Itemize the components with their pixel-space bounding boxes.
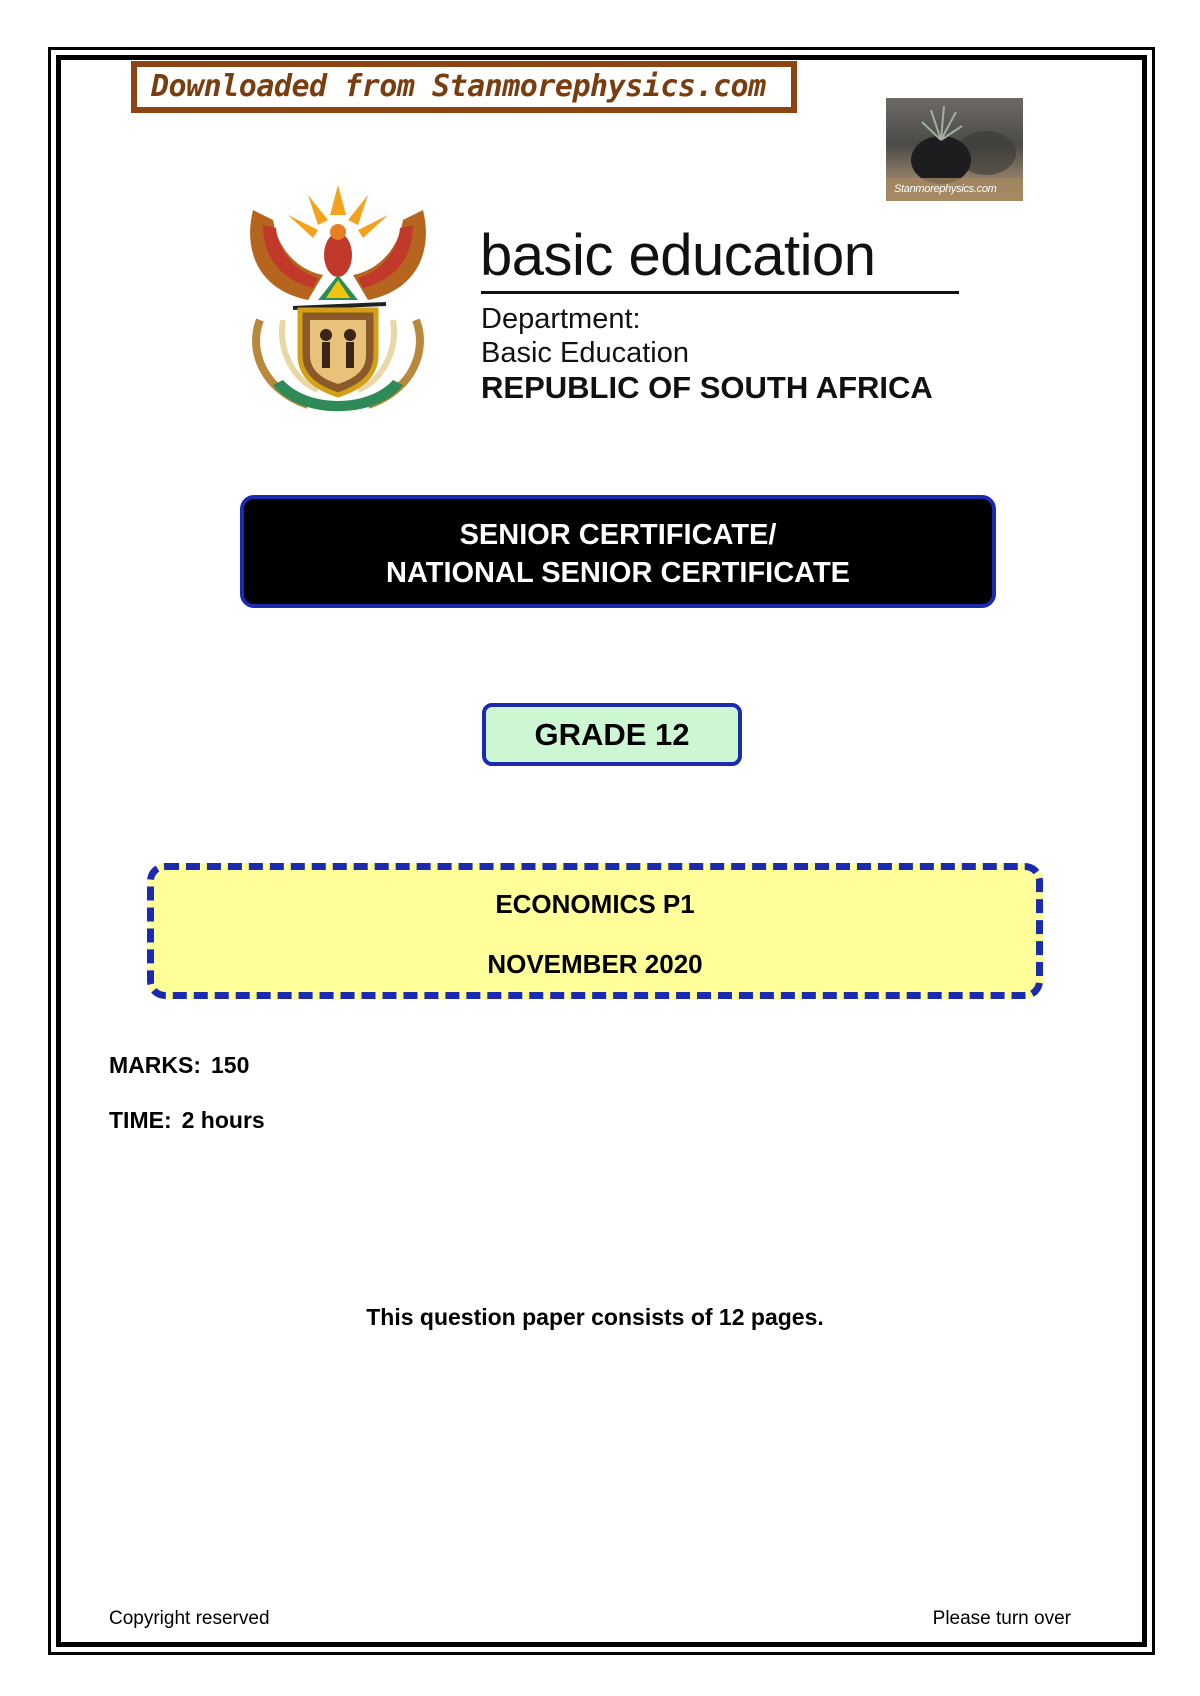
marks-value: 150 bbox=[211, 1052, 250, 1078]
download-banner bbox=[131, 61, 797, 113]
department-label: Department: bbox=[481, 303, 641, 335]
department-name: Basic Education bbox=[481, 337, 689, 369]
page-count-text: This question paper consists of 12 pages. bbox=[366, 1304, 824, 1330]
subject-name: ECONOMICS P1 bbox=[495, 889, 695, 919]
certificate-line-1: SENIOR CERTIFICATE/ bbox=[459, 519, 777, 551]
brand-title: basic education bbox=[480, 223, 876, 288]
subject-box bbox=[147, 863, 1043, 999]
coat-of-arms bbox=[238, 180, 438, 425]
marks-info bbox=[109, 1052, 249, 1079]
country-name: REPUBLIC OF SOUTH AFRICA bbox=[481, 370, 933, 405]
download-banner-text: Downloaded from Stanmorephysics.com bbox=[151, 69, 766, 104]
marks-label: MARKS: bbox=[109, 1052, 201, 1078]
copyright-footer: Copyright reserved bbox=[109, 1608, 270, 1629]
exam-session: NOVEMBER 2020 bbox=[487, 949, 703, 979]
grade-badge: GRADE 12 bbox=[482, 703, 742, 766]
page-count-note bbox=[0, 1304, 1200, 1331]
time-label: TIME: bbox=[109, 1107, 172, 1133]
photo-caption: Stanmorephysics.com bbox=[894, 183, 997, 195]
time-value: 2 hours bbox=[181, 1107, 265, 1133]
time-info bbox=[109, 1107, 265, 1134]
coat-of-arms-icon bbox=[238, 180, 438, 425]
certificate-line-2: NATIONAL SENIOR CERTIFICATE bbox=[386, 557, 850, 589]
stanmore-photo bbox=[886, 98, 1023, 201]
certificate-box bbox=[240, 495, 996, 608]
turn-over-footer: Please turn over bbox=[932, 1608, 1071, 1629]
brand-underline bbox=[481, 291, 959, 294]
